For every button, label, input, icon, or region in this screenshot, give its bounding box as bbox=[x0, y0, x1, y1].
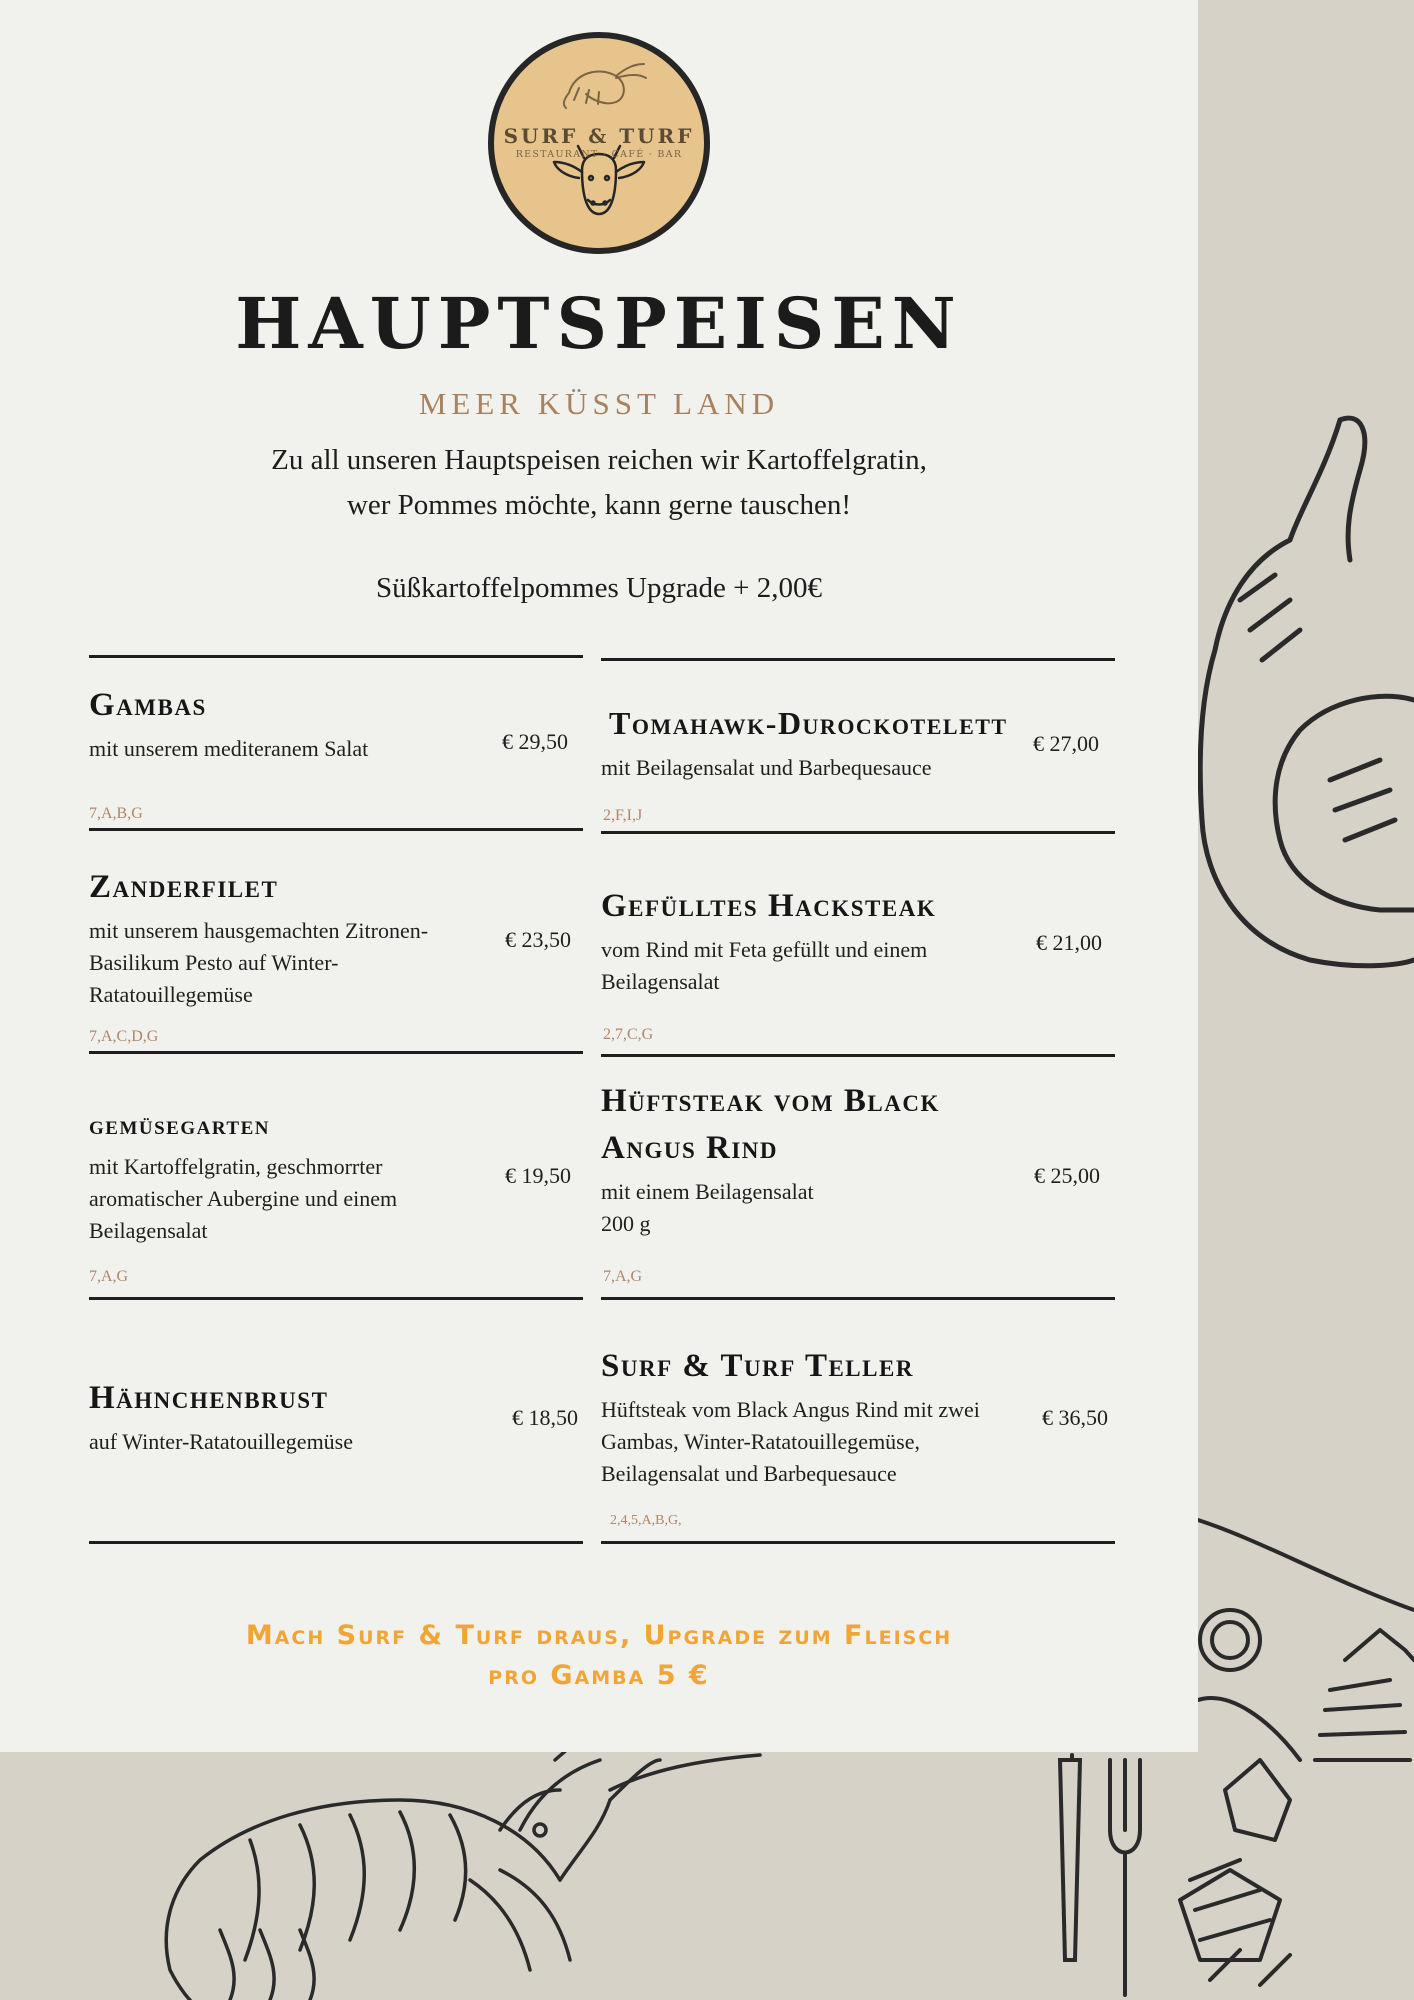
dish-allergens: 2,7,C,G bbox=[603, 1026, 654, 1043]
dish-allergens: 7,A,B,G bbox=[89, 805, 143, 822]
divider bbox=[601, 658, 1115, 661]
dish-price: € 19,50 bbox=[505, 1163, 571, 1188]
dish-description: mit unserem mediteranem Salat bbox=[89, 736, 369, 761]
intro-line-2: wer Pommes möchte, kann gerne tauschen! bbox=[346, 489, 852, 521]
dish-description: vom Rind mit Feta gefüllt und einem Beilagensalat bbox=[601, 937, 928, 994]
dish-price: € 23,50 bbox=[505, 927, 571, 952]
dish-name: Zanderfilet bbox=[89, 869, 279, 905]
divider bbox=[601, 1297, 1115, 1300]
divider bbox=[601, 1054, 1115, 1057]
divider bbox=[89, 1541, 583, 1544]
dish-description: mit Beilagensalat und Barbequesauce bbox=[601, 755, 932, 780]
knife-icon bbox=[1060, 1755, 1080, 1960]
upgrade-note: Süßkartoffelpommes Upgrade + 2,00€ bbox=[376, 572, 822, 604]
dish-price: € 18,50 bbox=[512, 1405, 578, 1430]
restaurant-logo bbox=[488, 32, 710, 254]
dish-name: Hüftsteak vom Black bbox=[601, 1083, 940, 1119]
logo-name: SURF & TURF bbox=[503, 124, 695, 148]
divider bbox=[89, 655, 583, 658]
divider bbox=[601, 1541, 1115, 1544]
promo-line-1: Mach Surf & Turf draus, Upgrade zum Fleisch bbox=[245, 1620, 953, 1651]
dish-price: € 36,50 bbox=[1042, 1405, 1108, 1430]
dish-description: mit unserem hausgemachten Zitronen-Basilikum Pesto auf Winter-Ratatouillegemüse bbox=[89, 918, 429, 1007]
page-subtitle: MEER KÜSST LAND bbox=[418, 386, 780, 421]
dish-allergens: 7,A,G bbox=[603, 1268, 643, 1285]
steak-board-icon bbox=[1180, 1520, 1414, 1985]
dish-price: € 29,50 bbox=[502, 729, 568, 754]
intro-line-1: Zu all unseren Hauptspeisen reichen wir Kartoffelgratin, bbox=[271, 444, 927, 476]
dish-name: Gefülltes Hacksteak bbox=[601, 888, 937, 924]
dish-allergens: 7,A,G bbox=[89, 1268, 129, 1285]
dish-name-line-2: Angus Rind bbox=[601, 1130, 778, 1166]
dish-description: mit Kartoffelgratin, geschmorrter aromatischer Aubergine und einem Beilagensalat bbox=[89, 1154, 398, 1243]
dish-name: Hähnchenbrust bbox=[89, 1380, 329, 1416]
dish-name: gemüsegarten bbox=[89, 1110, 270, 1140]
dish-description: auf Winter-Ratatouillegemüse bbox=[89, 1429, 354, 1454]
dish-allergens: 2,F,I,J bbox=[603, 807, 643, 824]
page-title: HAUPTSPEISEN bbox=[235, 282, 963, 365]
dish-name: Gambas bbox=[89, 687, 207, 723]
dish-price: € 27,00 bbox=[1033, 731, 1099, 756]
divider bbox=[89, 1051, 583, 1054]
divider bbox=[601, 831, 1115, 834]
shrimp-icon bbox=[564, 64, 646, 108]
dish-weight: 200 g bbox=[601, 1211, 651, 1236]
dish-name: Tomahawk-Durockotelett bbox=[609, 705, 1008, 741]
dish-description: mit einem Beilagensalat bbox=[601, 1179, 814, 1204]
dish-name: Surf & Turf Teller bbox=[601, 1348, 914, 1384]
divider bbox=[89, 828, 583, 831]
divider bbox=[89, 1297, 583, 1300]
tomahawk-steak-icon bbox=[1200, 418, 1414, 966]
dish-allergens: 2,4,5,A,B,G, bbox=[610, 1513, 682, 1528]
dish-price: € 21,00 bbox=[1036, 930, 1102, 955]
fork-icon bbox=[1110, 1760, 1140, 1995]
promo-line-2: pro Gamba 5 € bbox=[488, 1660, 710, 1691]
dish-description: Hüftsteak vom Black Angus Rind mit zwei Gambas, Winter-Ratatouillegemüse, Beilagensalat und Barbequesauce bbox=[601, 1397, 980, 1486]
dish-price: € 25,00 bbox=[1034, 1163, 1100, 1188]
logo-tagline: RESTAURANT · CAFÉ · BAR bbox=[515, 149, 683, 160]
dish-allergens: 7,A,C,D,G bbox=[89, 1028, 159, 1045]
